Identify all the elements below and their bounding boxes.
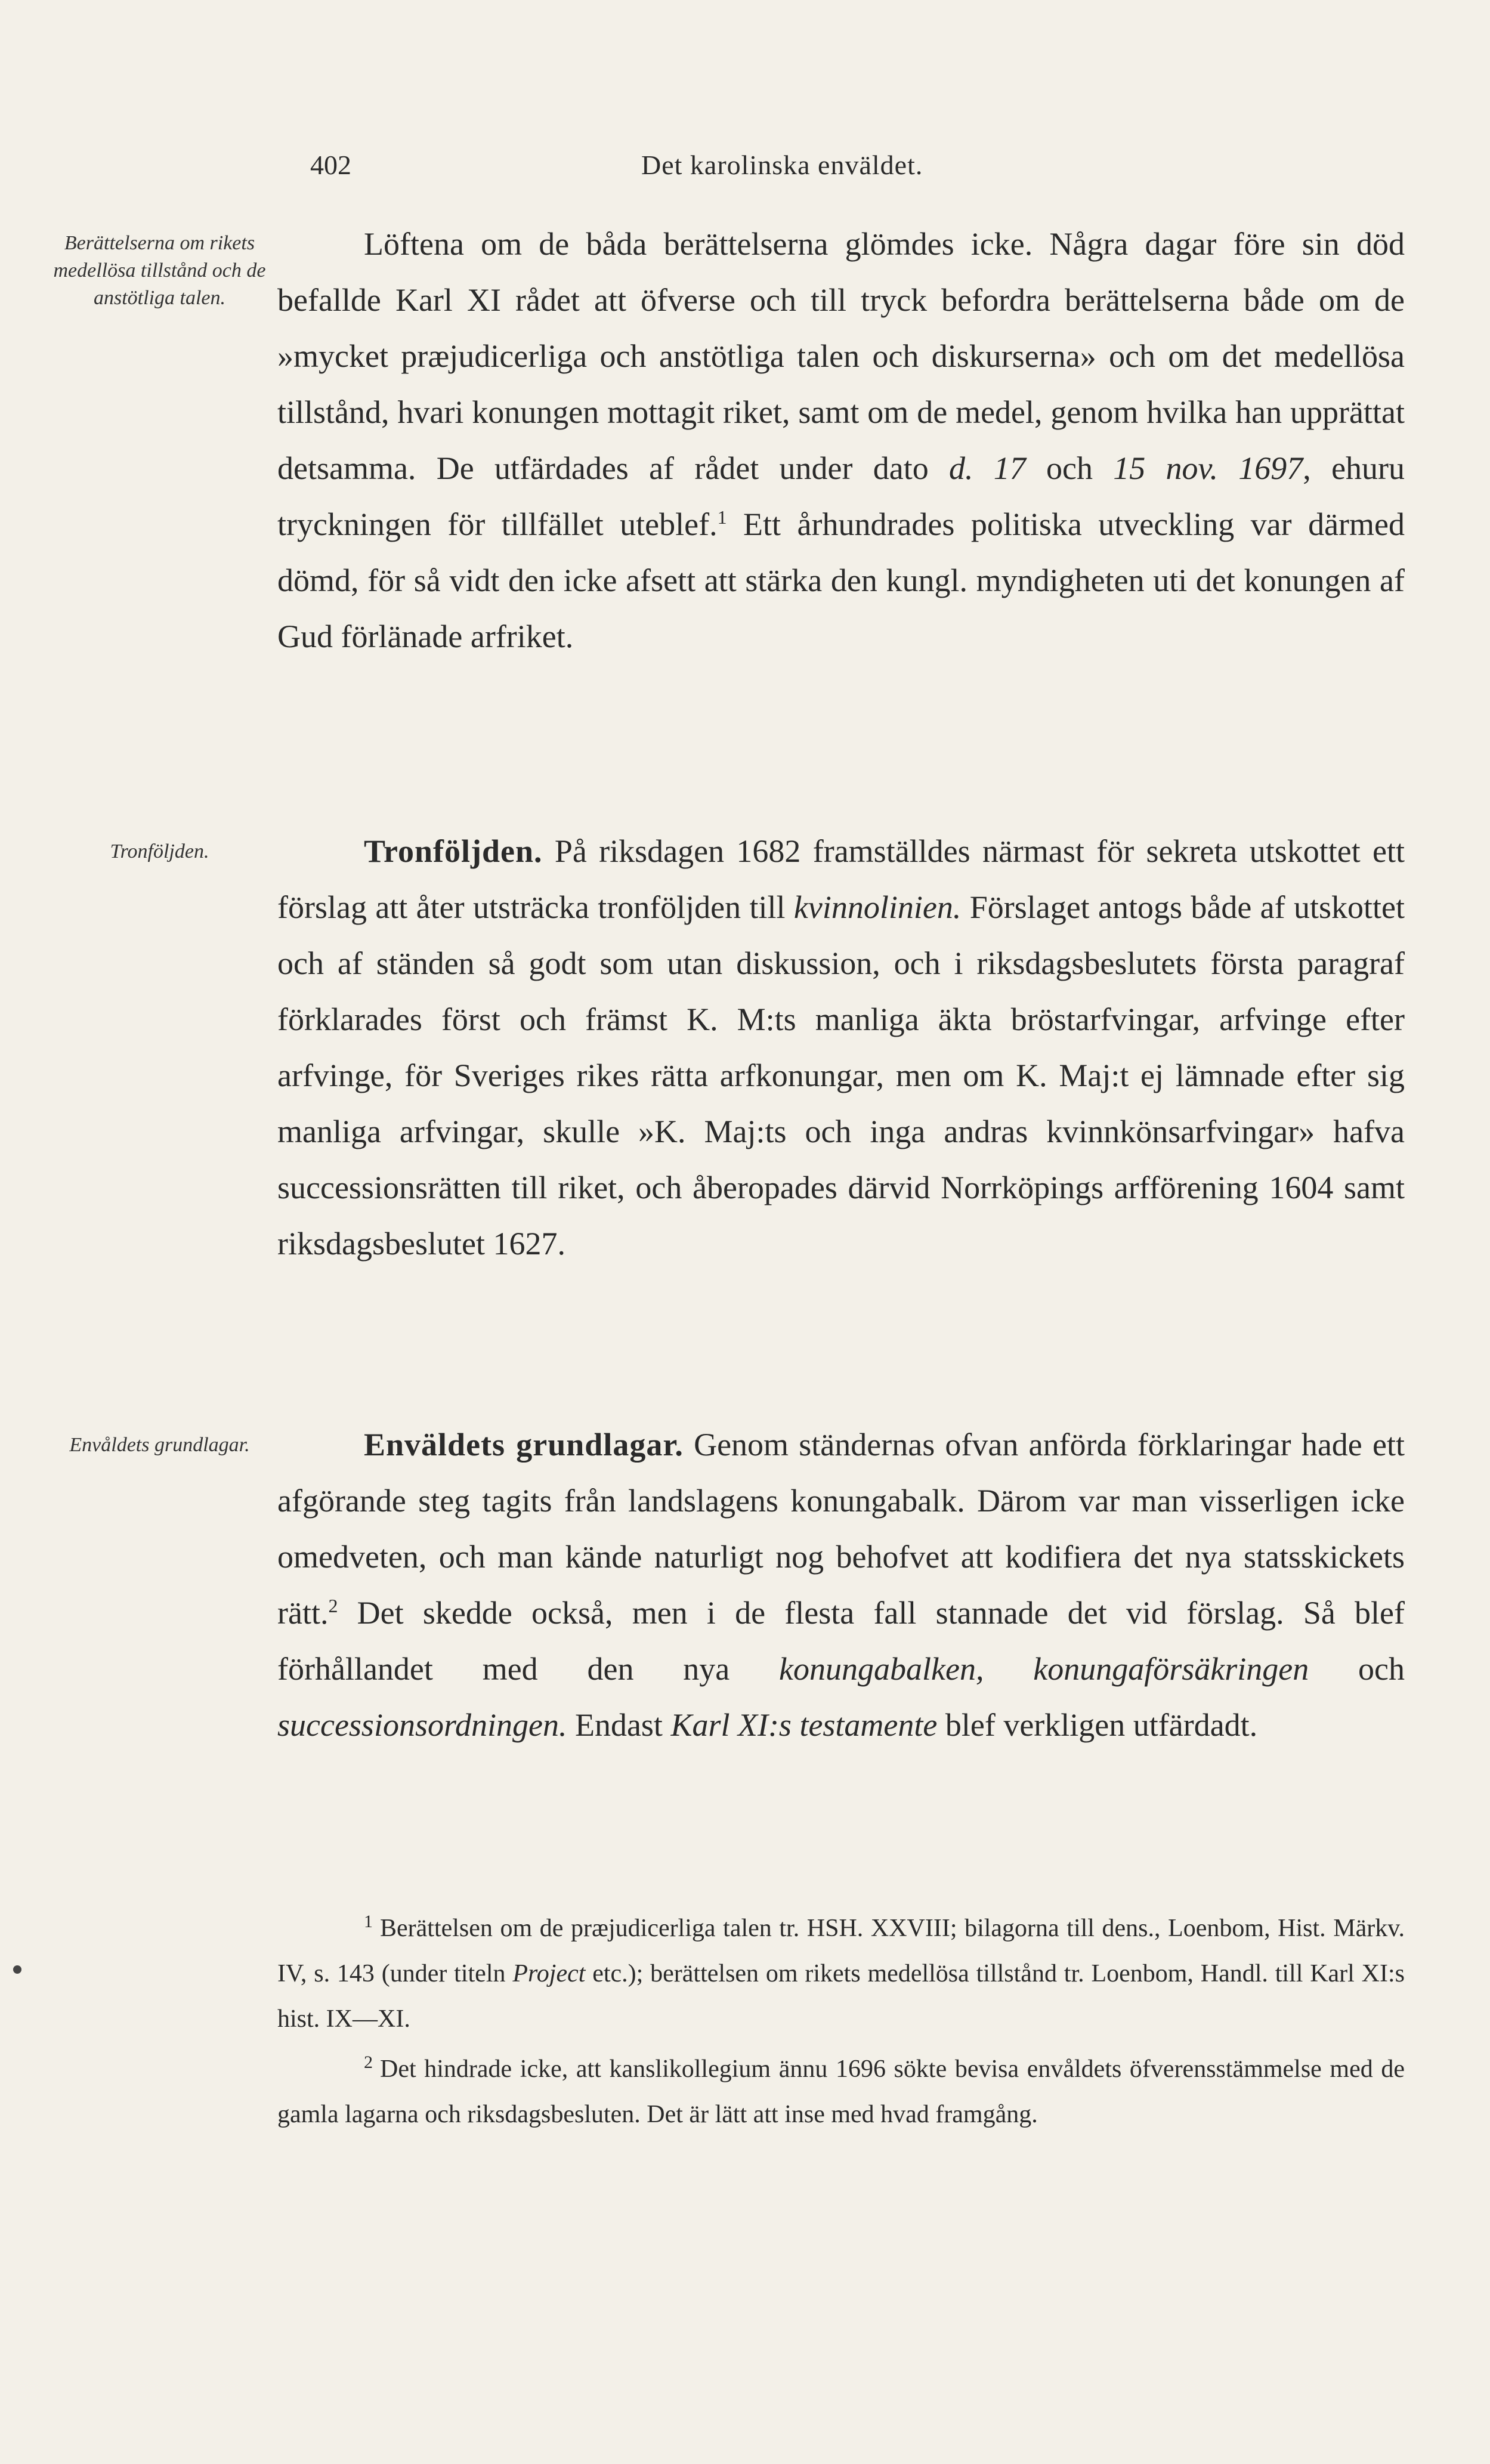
text: Det hindrade icke, att kanslikollegium ännu 1696 sökte bevisa envåldets öfverensstämmelse med de gamla lagarna och riksdagsbesluten. Det är lätt att inse med hvad framgång. <box>277 2055 1405 2128</box>
text: och <box>1025 450 1114 486</box>
footnote-1 <box>277 1906 1405 2042</box>
text: Endast <box>567 1707 671 1743</box>
text: och <box>1309 1651 1405 1687</box>
text: Ett århundrades politiska utveckling var därmed dömd, för så vidt den icke afsett att stärka den kungl. myndigheten uti det konungen af Gud förlänade arfriket. <box>277 506 1405 654</box>
text: Berättelsen om de præjudicerliga talen tr. HSH. XXVIII; bilagorna till dens., Loenbom, Hist. Märkv. IV, s. 143 (under titeln <box>277 1915 1405 1987</box>
text: På riksdagen 1682 framställdes närmast för sekreta utskottet ett förslag att åter utsträcka tronföljden till <box>277 833 1405 925</box>
text: , ehuru tryckningen för tillfället uteblef. <box>277 450 1405 542</box>
italic-term: konungabalken, konungaförsäkringen <box>779 1651 1309 1687</box>
date-italic: 15 nov. 1697 <box>1113 450 1303 486</box>
running-title: Det karolinska enväldet. <box>641 150 923 180</box>
text: Det skedde också, men i de flesta fall stannade det vid förslag. Så blef förhållandet med den nya <box>277 1595 1405 1687</box>
ink-dot <box>13 1965 21 1974</box>
paragraph-envaldets-grundlagar <box>277 1417 1405 1753</box>
page-header <box>0 149 1490 185</box>
footnote-ref-1[interactable]: 1 <box>717 506 727 528</box>
footnote-mark: 2 <box>364 2052 373 2072</box>
paragraph-berattelserna <box>277 216 1405 664</box>
footnote-2 <box>277 2046 1405 2137</box>
page-number: 402 <box>310 150 351 180</box>
text: blef verkligen utfärdadt. <box>937 1707 1258 1743</box>
sidenote-berattelserna: Berättelserna om rikets medellösa tillstånd och de anstötliga talen. <box>53 232 266 309</box>
italic-term: Project <box>512 1960 586 1987</box>
date-italic: d. 17 <box>948 450 1026 486</box>
section-heading-tronfoljden: Tronföljden. <box>364 833 543 869</box>
section-heading-envaldets-grundlagar: Enväldets grundlagar. <box>364 1427 684 1463</box>
text: Löftena om de båda berättelserna glömdes icke. Några dagar före sin död befallde Karl XI rådet att öfverse och till tryck befordra berättelserna både om de »mycket præjudicerliga och anstötliga talen och diskurserna» och om det medellösa tillstånd, hvari konungen mottagit riket, samt om de medel, genom hvilka han upprättat detsamma. De utfärdades af rådet under dato <box>277 226 1405 486</box>
footnote-mark: 1 <box>364 1912 373 1931</box>
sidenote-envaldets-grundlagar: Envåldets grundlagar. <box>69 1434 250 1456</box>
text: Förslaget antogs både af utskottet och af ständen så godt som utan diskussion, och i riksdagsbeslutets första paragraf förklarades först och främst K. M:ts manliga äkta bröstarfvingar, arfvinge efter arfvinge, för Sveriges rikes rätta arfkonungar, men om K. Maj:t ej lämnade efter sig manliga arfvingar, skulle »K. Maj:ts och inga andras kvinnkönsarfvingar» hafva successionsrätten till riket, och åberopades därvid Norrköpings arfförening 1604 samt riksdagsbeslutet 1627. <box>277 889 1405 1262</box>
italic-term: kvinnolinien. <box>793 889 962 925</box>
italic-term: Karl XI:s testamente <box>670 1707 938 1743</box>
italic-term: successionsordningen. <box>277 1707 567 1743</box>
footnote-ref-2[interactable]: 2 <box>328 1595 338 1616</box>
text: Genom ständernas ofvan anförda förklaringar hade ett afgörande steg tagits från landslagens konungabalk. Därom var man visserligen icke omedveten, och man kände naturligt nog behofvet att kodifiera det nya statsskickets rätt. <box>277 1427 1405 1631</box>
sidenote-tronfoljden: Tronföljden. <box>110 840 209 862</box>
text: etc.); berättelsen om rikets medellösa tillstånd tr. Loenbom, Handl. till Karl XI:s hist. IX—XI. <box>277 1960 1405 2033</box>
footnotes <box>277 1906 1405 2142</box>
paragraph-tronfoljden <box>277 823 1405 1272</box>
